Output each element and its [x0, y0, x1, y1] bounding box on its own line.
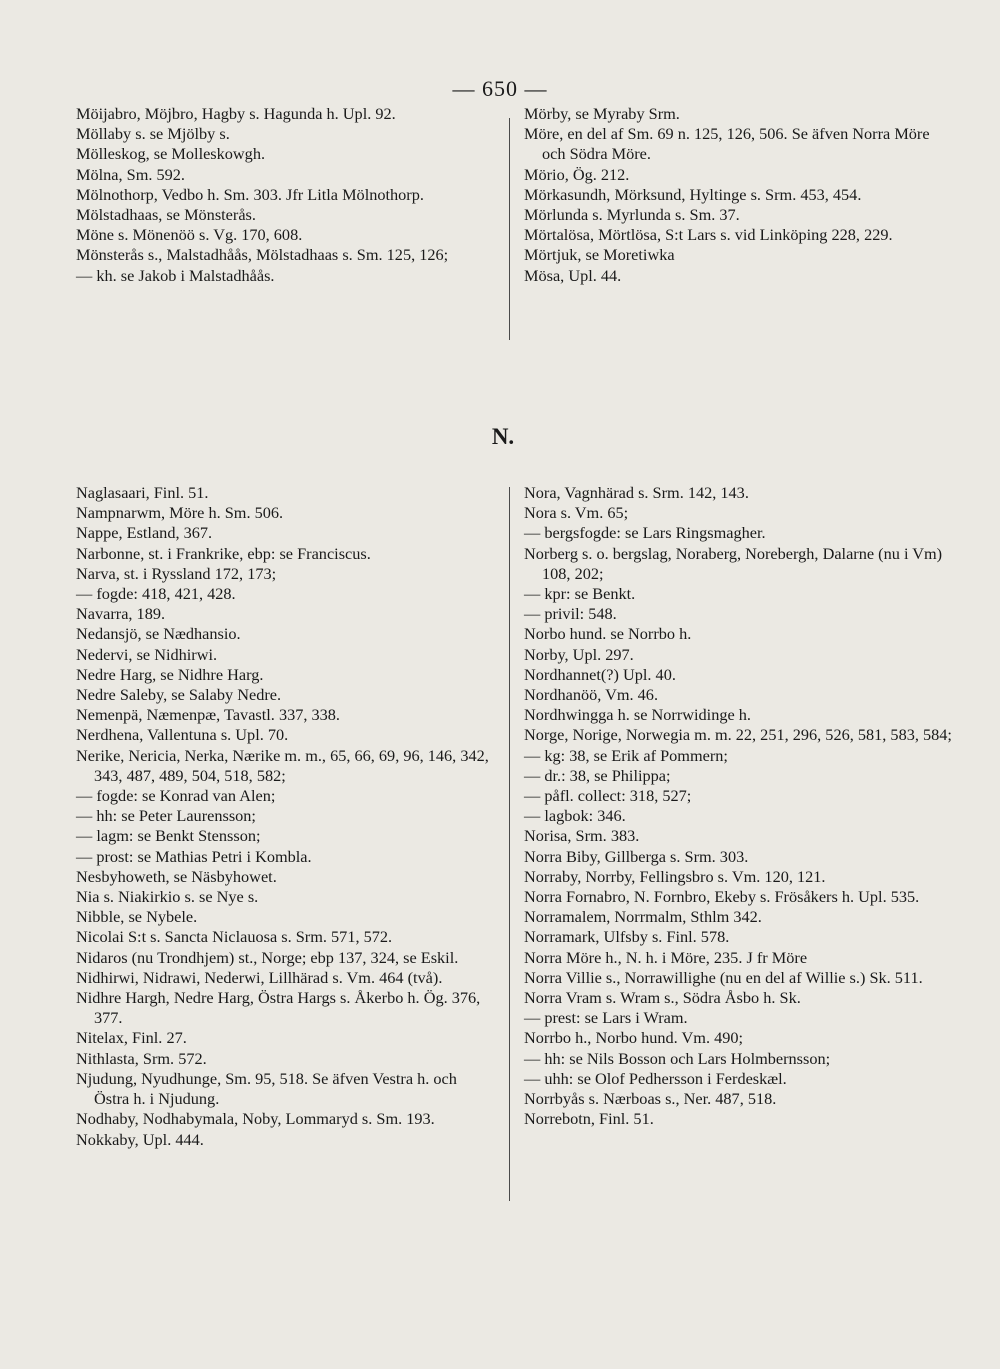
- index-entry: Norra Vram s. Wram s., Södra Åsbo h. Sk.: [524, 988, 801, 1008]
- index-column-top-left: [76, 104, 496, 286]
- index-entry: Norbo hund. se Norrbo h.: [524, 624, 692, 644]
- index-entry: — hh: se Nils Bosson och Lars Holmbernsson;: [524, 1048, 831, 1068]
- index-entry: Mörby, se Myraby Srm.: [524, 104, 680, 123]
- index-entry: Nidaros (nu Trondhjem) st., Norge; ebp 137, 324, se Eskil.: [76, 947, 459, 967]
- index-entry: Nibble, se Nybele.: [76, 907, 198, 927]
- column-divider-bottom: [509, 487, 510, 1201]
- index-entry: Norra Biby, Gillberga s. Srm. 303.: [524, 846, 749, 866]
- index-entry: Navarra, 189.: [76, 604, 166, 624]
- index-entry: Norra Villie s., Norrawillighe (nu en del af Willie s.) Sk. 511.: [524, 967, 923, 987]
- index-entry: Nedansjö, se Nædhansio.: [76, 624, 241, 644]
- index-entry: Nesbyhoweth, se Näsbyhowet.: [76, 866, 277, 886]
- index-entry: Mörtalösa, Mörtlösa, S:t Lars s. vid Linköping 228, 229.: [524, 225, 893, 245]
- index-entry: Möre, en del af Sm. 69 n. 125, 126, 506. Se äfven Norra Möre och Södra Möre.: [524, 124, 930, 164]
- index-entry: Naglasaari, Finl. 51.: [76, 483, 209, 502]
- index-entry: Mölnothorp, Vedbo h. Sm. 303. Jfr Litla Mölnothorp.: [76, 184, 424, 204]
- index-entry: Narbonne, st. i Frankrike, ebp: se Franciscus.: [76, 543, 371, 563]
- page-number: — 650 —: [452, 76, 548, 101]
- index-entry: Njudung, Nyudhunge, Sm. 95, 518. Se äfven Vestra h. och Östra h. i Njudung.: [76, 1068, 457, 1109]
- index-entry: Nerdhena, Vallentuna s. Upl. 70.: [76, 725, 289, 745]
- index-entry: Mörkasundh, Mörksund, Hyltinge s. Srm. 453, 454.: [524, 184, 862, 204]
- index-entry: Mösa, Upl. 44.: [524, 265, 622, 285]
- index-entry: — lagbok: 346.: [524, 806, 626, 826]
- index-entry: Mölna, Sm. 592.: [76, 164, 186, 184]
- index-entry: Norrbo h., Norbo hund. Vm. 490;: [524, 1028, 744, 1048]
- index-entry: Nia s. Niakirkio s. se Nye s.: [76, 887, 259, 907]
- index-entry: Nithlasta, Srm. 572.: [76, 1048, 207, 1068]
- index-entry: Möllaby s. se Mjölby s.: [76, 124, 230, 144]
- index-entry: — fogde: 418, 421, 428.: [76, 584, 236, 604]
- index-entry: Nodhaby, Nodhabymala, Noby, Lommaryd s. Sm. 193.: [76, 1109, 435, 1129]
- index-entry: Norramark, Ulfsby s. Finl. 578.: [524, 927, 730, 947]
- index-entry: — prest: se Lars i Wram.: [524, 1008, 688, 1028]
- index-entry: Norra Fornabro, N. Fornbro, Ekeby s. Frösåkers h. Upl. 535.: [524, 887, 920, 907]
- index-entry: Möne s. Mönenöö s. Vg. 170, 608.: [76, 225, 303, 245]
- index-entry: Nordhanöö, Vm. 46.: [524, 685, 659, 705]
- index-entry: Nitelax, Finl. 27.: [76, 1028, 187, 1048]
- index-entry: — prost: se Mathias Petri i Kombla.: [76, 846, 312, 866]
- index-entry: Mörtjuk, se Moretiwka: [524, 245, 675, 265]
- index-entry: Mölstadhaas, se Mönsterås.: [76, 205, 256, 225]
- index-entry: Narva, st. i Ryssland 172, 173;: [76, 563, 277, 583]
- index-column-top-right: [524, 104, 954, 286]
- index-entry: — bergsfogde: se Lars Ringsmagher.: [524, 523, 766, 543]
- index-entry: — fogde: se Konrad van Alen;: [76, 786, 276, 806]
- index-entry: Nedre Harg, se Nidhre Harg.: [76, 664, 264, 684]
- index-entry: — kpr: se Benkt.: [524, 584, 636, 604]
- index-entry: Mönsterås s., Malstadhåås, Mölstadhaas s. Sm. 125, 126;: [76, 245, 449, 265]
- index-column-bottom-right: [524, 483, 954, 1130]
- section-letter-heading: N.: [491, 424, 515, 449]
- index-entry: Norramalem, Norrmalm, Sthlm 342.: [524, 907, 762, 927]
- index-entry: — påfl. collect: 318, 527;: [524, 786, 692, 806]
- index-entry: — lagm: se Benkt Stensson;: [76, 826, 261, 846]
- index-entry: Norraby, Norrby, Fellingsbro s. Vm. 120, 121.: [524, 866, 826, 886]
- index-entry: Mörlunda s. Myrlunda s. Sm. 37.: [524, 205, 740, 225]
- index-entry: Nerike, Nericia, Nerka, Nærike m. m., 65, 66, 69, 96, 146, 342, 343, 487, 489, 504, 518, 582;: [76, 745, 489, 785]
- index-entry: Nedervi, se Nidhirwi.: [76, 644, 218, 664]
- column-divider-top: [509, 118, 510, 340]
- index-entry: Norge, Norige, Norwegia m. m. 22, 251, 296, 526, 581, 583, 584;: [524, 725, 952, 745]
- index-entry: Norisa, Srm. 383.: [524, 826, 640, 846]
- index-entry: Nedre Saleby, se Salaby Nedre.: [76, 685, 282, 705]
- index-entry: Nidhre Hargh, Nedre Harg, Östra Hargs s. Åkerbo h. Ög. 376, 377.: [76, 988, 481, 1028]
- index-entry: Nordhannet(?) Upl. 40.: [524, 664, 676, 684]
- index-entry: — hh: se Peter Laurensson;: [76, 806, 256, 826]
- index-entry: Norrebotn, Finl. 51.: [524, 1109, 654, 1129]
- index-entry: — uhh: se Olof Pedhersson i Ferdeskæl.: [524, 1068, 787, 1088]
- index-entry: Nemenpä, Næmenpæ, Tavastl. 337, 338.: [76, 705, 340, 725]
- index-entry: — kg: 38, se Erik af Pommern;: [524, 745, 728, 765]
- index-entry: Nampnarwm, Möre h. Sm. 506.: [76, 503, 284, 523]
- index-entry: Norra Möre h., N. h. i Möre, 235. J fr Möre: [524, 947, 808, 967]
- index-entry: Mörio, Ög. 212.: [524, 164, 630, 184]
- index-entry: Norrbyås s. Nærboas s., Ner. 487, 518.: [524, 1089, 777, 1109]
- index-entry: Norberg s. o. bergslag, Noraberg, Norebergh, Dalarne (nu i Vm) 108, 202;: [524, 543, 943, 583]
- index-entry: — dr.: 38, se Philippa;: [524, 765, 671, 785]
- index-entry: Nidhirwi, Nidrawi, Nederwi, Lillhärad s. Vm. 464 (två).: [76, 967, 443, 987]
- index-entry: Nora s. Vm. 65;: [524, 503, 629, 523]
- index-entry: Nicolai S:t s. Sancta Niclauosa s. Srm. 571, 572.: [76, 927, 393, 947]
- index-entry: Nappe, Estland, 367.: [76, 523, 213, 543]
- index-column-bottom-left: [76, 483, 496, 1150]
- index-entry: — privil: 548.: [524, 604, 617, 624]
- index-entry: Nokkaby, Upl. 444.: [76, 1129, 204, 1149]
- index-entry: Nordhwingga h. se Norrwidinge h.: [524, 705, 751, 725]
- index-entry: Möijabro, Möjbro, Hagby s. Hagunda h. Upl. 92.: [76, 104, 396, 123]
- index-entry: Norby, Upl. 297.: [524, 644, 634, 664]
- index-entry: Mölleskog, se Molleskowgh.: [76, 144, 266, 164]
- index-entry: Nora, Vagnhärad s. Srm. 142, 143.: [524, 483, 749, 502]
- index-entry: — kh. se Jakob i Malstadhåås.: [76, 265, 275, 285]
